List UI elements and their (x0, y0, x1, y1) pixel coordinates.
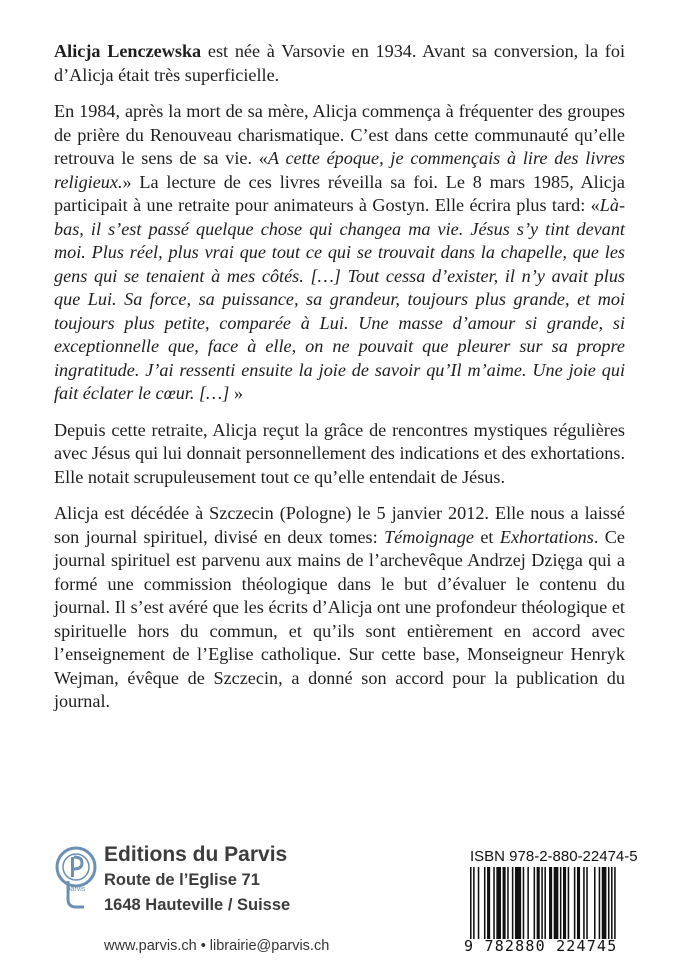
isbn-label: ISBN 978-2-880-22474-5 (470, 848, 638, 865)
barcode-bar (487, 867, 490, 939)
barcode-bar (507, 867, 509, 939)
barcode-bar (515, 867, 521, 939)
quote-reading: A cette époque, je commençais à lire des livres religieux. (54, 148, 625, 192)
barcode-bar (554, 867, 559, 939)
barcode-bar (484, 867, 486, 939)
journal-text-and: et (473, 526, 500, 547)
barcode-bar (583, 867, 585, 939)
barcode-bar (594, 867, 596, 939)
barcode-bar (534, 867, 536, 939)
barcode-bar (560, 867, 562, 939)
barcode-bar (568, 867, 570, 939)
publisher-name: Editions du Parvis (104, 843, 288, 866)
barcode-bar (512, 867, 514, 939)
title-temoignage: Témoignage (384, 526, 474, 547)
barcode-bar (470, 867, 472, 939)
conversion-text-2: » La lecture de ces livres réveilla sa foi. Le 8 mars 1985, Alicja participait à une retraite pour animateurs à Gostyn. Elle écrira plus tard: « (54, 171, 625, 215)
barcode-bar (608, 867, 610, 939)
barcode-bar (473, 867, 475, 939)
barcode-bar (493, 867, 495, 939)
barcode-bar (602, 867, 607, 939)
barcode-bar (563, 867, 566, 939)
title-exhortations: Exhortations (499, 526, 594, 547)
barcode-bar (544, 867, 546, 939)
quote-close: » (229, 383, 243, 403)
barcode-bar (574, 867, 576, 939)
barcode-bar (611, 867, 613, 939)
parvis-logo-icon (54, 843, 98, 913)
barcode-bar (549, 867, 552, 939)
isbn-barcode (464, 848, 638, 960)
quote-gostyn: Là-bas, il s’est passé quelque chose qui changea ma vie. Jésus s’y tint devant moi. Plus réel, plus vrai que tout ce qui se trouvait dans la chapelle, que les gens qui se tenaient à mes côtés. […] Tout cessa d’exister, il n’y avait plus que Lui. Sa force, sa puissance, sa grandeur, toujours plus grande, et moi toujours plus petite, comparée à Lui. Une masse d’amour si grande, si exceptionnelle que, face à elle, on ne pouvait que pleurer sur sa propre ingratitude. J’ai ressenti ensuite la joie de savoir qu’Il m’aime. Une joie qui fait éclater le cœur. […] (54, 195, 625, 403)
barcode-bar (478, 867, 480, 939)
barcode-bar (523, 867, 525, 939)
barcode-bar (586, 867, 588, 939)
barcode-bar (537, 867, 540, 939)
publisher-contact: www.parvis.ch • librairie@parvis.ch (104, 938, 330, 954)
journal-text-1: Alicja est décédée à Szczecin (Pologne) le 5 janvier 2012. Elle nous a laissé son journal spirituel, divisé en deux tomes: (54, 503, 625, 547)
barcode-bar (496, 867, 501, 939)
back-cover-text (54, 40, 625, 714)
barcode-digits: 9 782880 224745 (464, 937, 618, 955)
journal-text-2: . Ce journal spirituel est parvenu aux mains de l’archevêque Andrzej Dzięga qui a formé une commission théologique dans le but d’évaluer le contenu du journal. Il s’est avéré que les écrits d’Alicja ont une profondeur théologique et spirituelle hors du commun, et qu’ils sont entièrement en accord avec l’enseignement de l’Eglise catholique. Sur cette base, Monseigneur Henryk Wejman, évêque de Szczecin, a donné son accord pour la publication du journal. (54, 526, 625, 711)
publisher-address-line2: 1648 Hauteville / Suisse (104, 896, 291, 914)
author-name: Alicja Lenczewska (54, 41, 202, 61)
conversion-text-1: En 1984, après la mort de sa mère, Alicja commença à fréquenter des groupes de prière du Renouveau charismatique. C’est dans cette communauté qu’elle retrouva le sens de sa vie. « (54, 101, 625, 168)
publisher-block (54, 843, 384, 963)
paragraph-encounters: Depuis cette retraite, Alicja reçut la grâce de rencontres mystiques régulières avec Jésus qui lui donnait personnellement des indications et des exhortations. Elle notait scrupuleusement tout ce qu’elle entendait de Jésus. (54, 419, 625, 487)
barcode-bar (599, 867, 601, 939)
barcode-bar (614, 867, 616, 939)
paragraph-conversion (54, 100, 625, 406)
barcode-bar (541, 867, 543, 939)
intro-text: est née à Varsovie en 1934. Avant sa conversion, la foi d’Alicja était très superficielle. (54, 41, 625, 85)
barcode-bar (577, 867, 580, 939)
barcode-bar (503, 867, 506, 939)
barcode-bar (527, 867, 529, 939)
paragraph-journal (54, 502, 625, 714)
paragraph-intro (54, 40, 625, 87)
logo-text: parvis (66, 886, 86, 893)
publisher-address-line1: Route de l’Eglise 71 (104, 871, 260, 889)
barcode-bars (468, 867, 628, 939)
